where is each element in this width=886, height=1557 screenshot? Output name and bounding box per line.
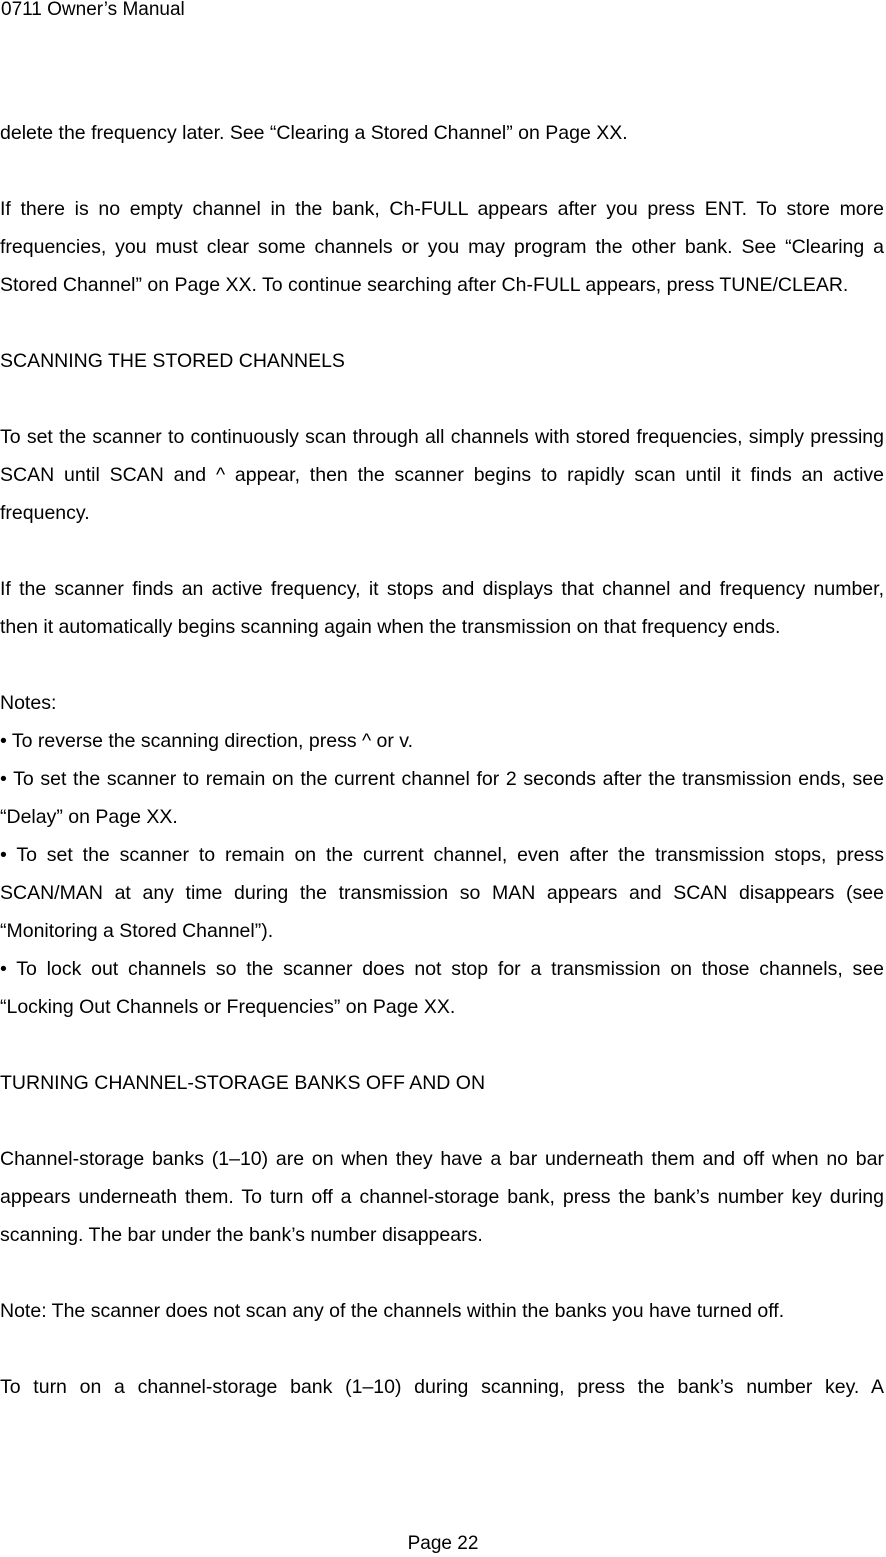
paragraph-continuous-scan: To set the scanner to continuously scan through all channels with stored frequencies, simply pressing SCAN until SCAN and ^ appear, then the scanner begins to rapidly scan until it finds an active frequency. (0, 426, 884, 524)
paragraph-banks-note: Note: The scanner does not scan any of the channels within the banks you have turned off. (0, 1300, 785, 1322)
note-item: • To set the scanner to remain on the current channel, even after the transmission stops, press SCAN/MAN at any time during the transmission so MAN appears and SCAN disappears (see “Monitoring a Stored Channel”). (0, 844, 884, 942)
paragraph-banks-on-off: Channel-storage banks (1–10) are on when they have a bar underneath them and off when no bar appears underneath them. To turn off a channel-storage bank, press the bank’s number key during scanning. The bar under the bank’s number disappears. (0, 1148, 884, 1246)
paragraph-active-frequency: If the scanner finds an active frequency, it stops and displays that channel and frequency number, then it automatically begins scanning again when the transmission on that frequency ends. (0, 578, 884, 638)
section-heading-banks: TURNING CHANNEL-STORAGE BANKS OFF AND ON (0, 1072, 486, 1094)
notes-label: Notes: (0, 692, 57, 714)
section-heading-scanning: SCANNING THE STORED CHANNELS (0, 350, 345, 372)
note-item: • To lock out channels so the scanner does not stop for a transmission on those channels, see “Locking Out Channels or Frequencies” on Page XX. (0, 958, 884, 1018)
page-body (0, 114, 884, 1406)
note-item: • To reverse the scanning direction, press ^ or v. (0, 730, 414, 752)
paragraph-ch-full: If there is no empty channel in the bank, Ch-FULL appears after you press ENT. To store more frequencies, you must clear some channels or you may program the other bank. See “Clearing a Stored Channel” on Page XX. To continue searching after Ch-FULL appears, press TUNE/CLEAR. (0, 198, 884, 296)
paragraph-turn-on-bank: To turn on a channel-storage bank (1–10) during scanning, press the bank’s number key. A (0, 1376, 884, 1398)
note-item: • To set the scanner to remain on the current channel for 2 seconds after the transmission ends, see “Delay” on Page XX. (0, 768, 884, 828)
running-header: 0711 Owner’s Manual (1, 0, 185, 20)
page-number: Page 22 (407, 1533, 479, 1554)
paragraph-continuation: delete the frequency later. See “Clearing a Stored Channel” on Page XX. (0, 122, 628, 144)
